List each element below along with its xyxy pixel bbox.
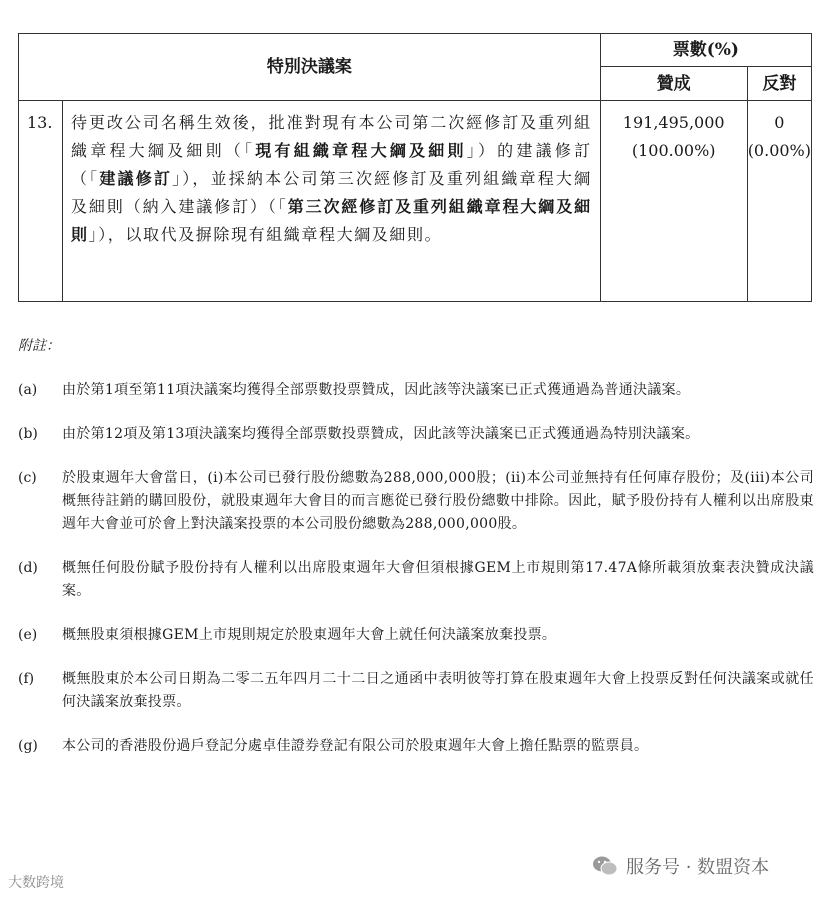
defined-term: 現有組織章程大綱及細則: [255, 141, 467, 160]
note-key: (a): [18, 382, 38, 398]
description-text: 待更改公司名稱生效後，批准對現有本公司第二次經修訂及重列組織章程大綱及細則（「: [71, 113, 592, 160]
watermark-left: 大数跨境: [8, 875, 64, 891]
note-text: 概無任何股份賦予股份持有人權利以出席股東週年大會但須根據GEM上市規則第17.47A條所載須放棄表決贊成決議案。: [62, 560, 814, 599]
note-item: [18, 379, 814, 402]
wechat-icon: [592, 855, 618, 877]
note-text: 概無股東須根據GEM上市規則規定於股東週年大會上就任何決議案放棄投票。: [62, 627, 557, 643]
description-text: 」），並採納本公司第三次經修訂及重列組織章程大綱及細則（納入建議修訂）（「: [71, 169, 592, 216]
resolution-table: [18, 33, 812, 302]
for-percentage: (100.00%): [631, 141, 716, 160]
description-text: 」），以取代及摒除現有組織章程大綱及細則。: [88, 225, 443, 244]
table-row: [19, 101, 812, 302]
note-key: (e): [18, 627, 38, 643]
note-text: 本公司的香港股份過戶登記分處卓佳證券登記有限公司於股東週年大會上擔任點票的監票員。: [62, 738, 649, 754]
note-item: [18, 668, 814, 714]
resolution-number: 13.: [19, 101, 63, 302]
note-item: [18, 735, 814, 758]
defined-term: 建議修訂: [99, 169, 173, 188]
against-votes: 0: [774, 113, 785, 132]
watermark-right: [592, 853, 769, 879]
note-key: (f): [18, 671, 35, 687]
note-text: 於股東週年大會當日，(i)本公司已發行股份總數為288,000,000股；(ii)本公司並無持有任何庫存股份；及(iii)本公司概無待註銷的購回股份，就股東週年大會目的而言應從已發行股份總數中排除。因此，賦予股份持有人權利以出席股東週年大會並可於會上對決議案投票的本公司股份總數為288,000,000股。: [62, 470, 814, 532]
watermark-right-text: 服务号 · 数盟资本: [626, 857, 770, 878]
for-votes-cell: [600, 101, 747, 302]
votes-header: 票數(%): [600, 34, 811, 67]
for-header: 贊成: [600, 67, 747, 101]
note-item: [18, 624, 814, 647]
against-header: 反對: [747, 67, 811, 101]
note-text: 概無股東於本公司日期為二零二五年四月二十二日之通函中表明彼等打算在股東週年大會上投票反對任何決議案或就任何決議案放棄投票。: [62, 671, 814, 710]
description-text: 」）的建議修訂（「: [71, 141, 592, 188]
note-key: (d): [18, 560, 38, 576]
defined-term: 第三次經修訂及重列組織章程大綱及細則: [71, 197, 592, 244]
against-votes-cell: [747, 101, 811, 302]
note-text: 由於第1項至第11項決議案均獲得全部票數投票贊成，因此該等決議案已正式獲通過為普通決議案。: [62, 382, 691, 398]
notes-list: [18, 379, 814, 758]
notes-section: [18, 335, 814, 779]
note-item: [18, 557, 814, 603]
for-votes: 191,495,000: [622, 113, 725, 132]
note-item: [18, 467, 814, 536]
special-resolution-header: 特別決議案: [19, 34, 601, 101]
against-percentage: (0.00%): [747, 141, 811, 160]
resolution-description: [63, 101, 601, 302]
note-key: (g): [18, 738, 38, 754]
note-key: (c): [18, 470, 37, 486]
note-text: 由於第12項及第13項決議案均獲得全部票數投票贊成，因此該等決議案已正式獲通過為特別決議案。: [62, 426, 700, 442]
note-key: (b): [18, 426, 38, 442]
note-item: [18, 423, 814, 446]
notes-title: 附註：: [18, 338, 60, 354]
